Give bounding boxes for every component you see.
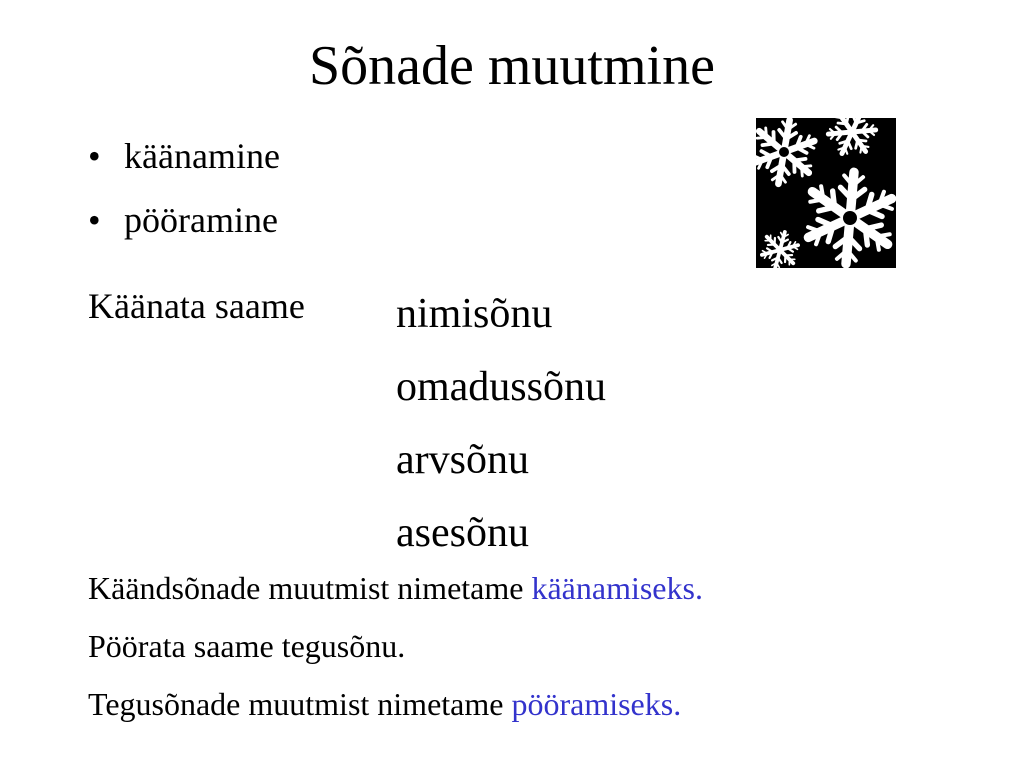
sentence-conjugation [88, 684, 681, 724]
list-item: asesõnu [396, 510, 529, 556]
bullet-item [88, 188, 280, 252]
sentence-text: Tegusõnade muutmist nimetame [88, 686, 512, 722]
sentence-text: Käändsõnade muutmist nimetame [88, 570, 532, 606]
bullet-marker: • [88, 200, 101, 240]
declinable-label: Käänata saame [88, 286, 305, 326]
slide-title: Sõnade muutmine [309, 35, 715, 97]
snowflakes-icon [740, 100, 916, 280]
sentence-conjugable [88, 626, 405, 666]
list-item: omadussõnu [396, 364, 606, 410]
bullet-label: pööramine [124, 200, 278, 240]
bullet-item [88, 124, 280, 188]
list-item: arvsõnu [396, 437, 529, 483]
sentence-text: Pöörata saame tegusõnu. [88, 628, 406, 664]
sentence-highlight: käänamiseks. [531, 570, 703, 606]
list-item: nimisõnu [396, 291, 553, 337]
bullet-marker: • [88, 136, 101, 176]
sentence-declension [88, 568, 703, 608]
bullet-list [88, 124, 280, 252]
bullet-label: käänamine [124, 136, 280, 176]
declinable-word-list [396, 278, 606, 570]
sentence-highlight: pööramiseks. [511, 686, 682, 722]
